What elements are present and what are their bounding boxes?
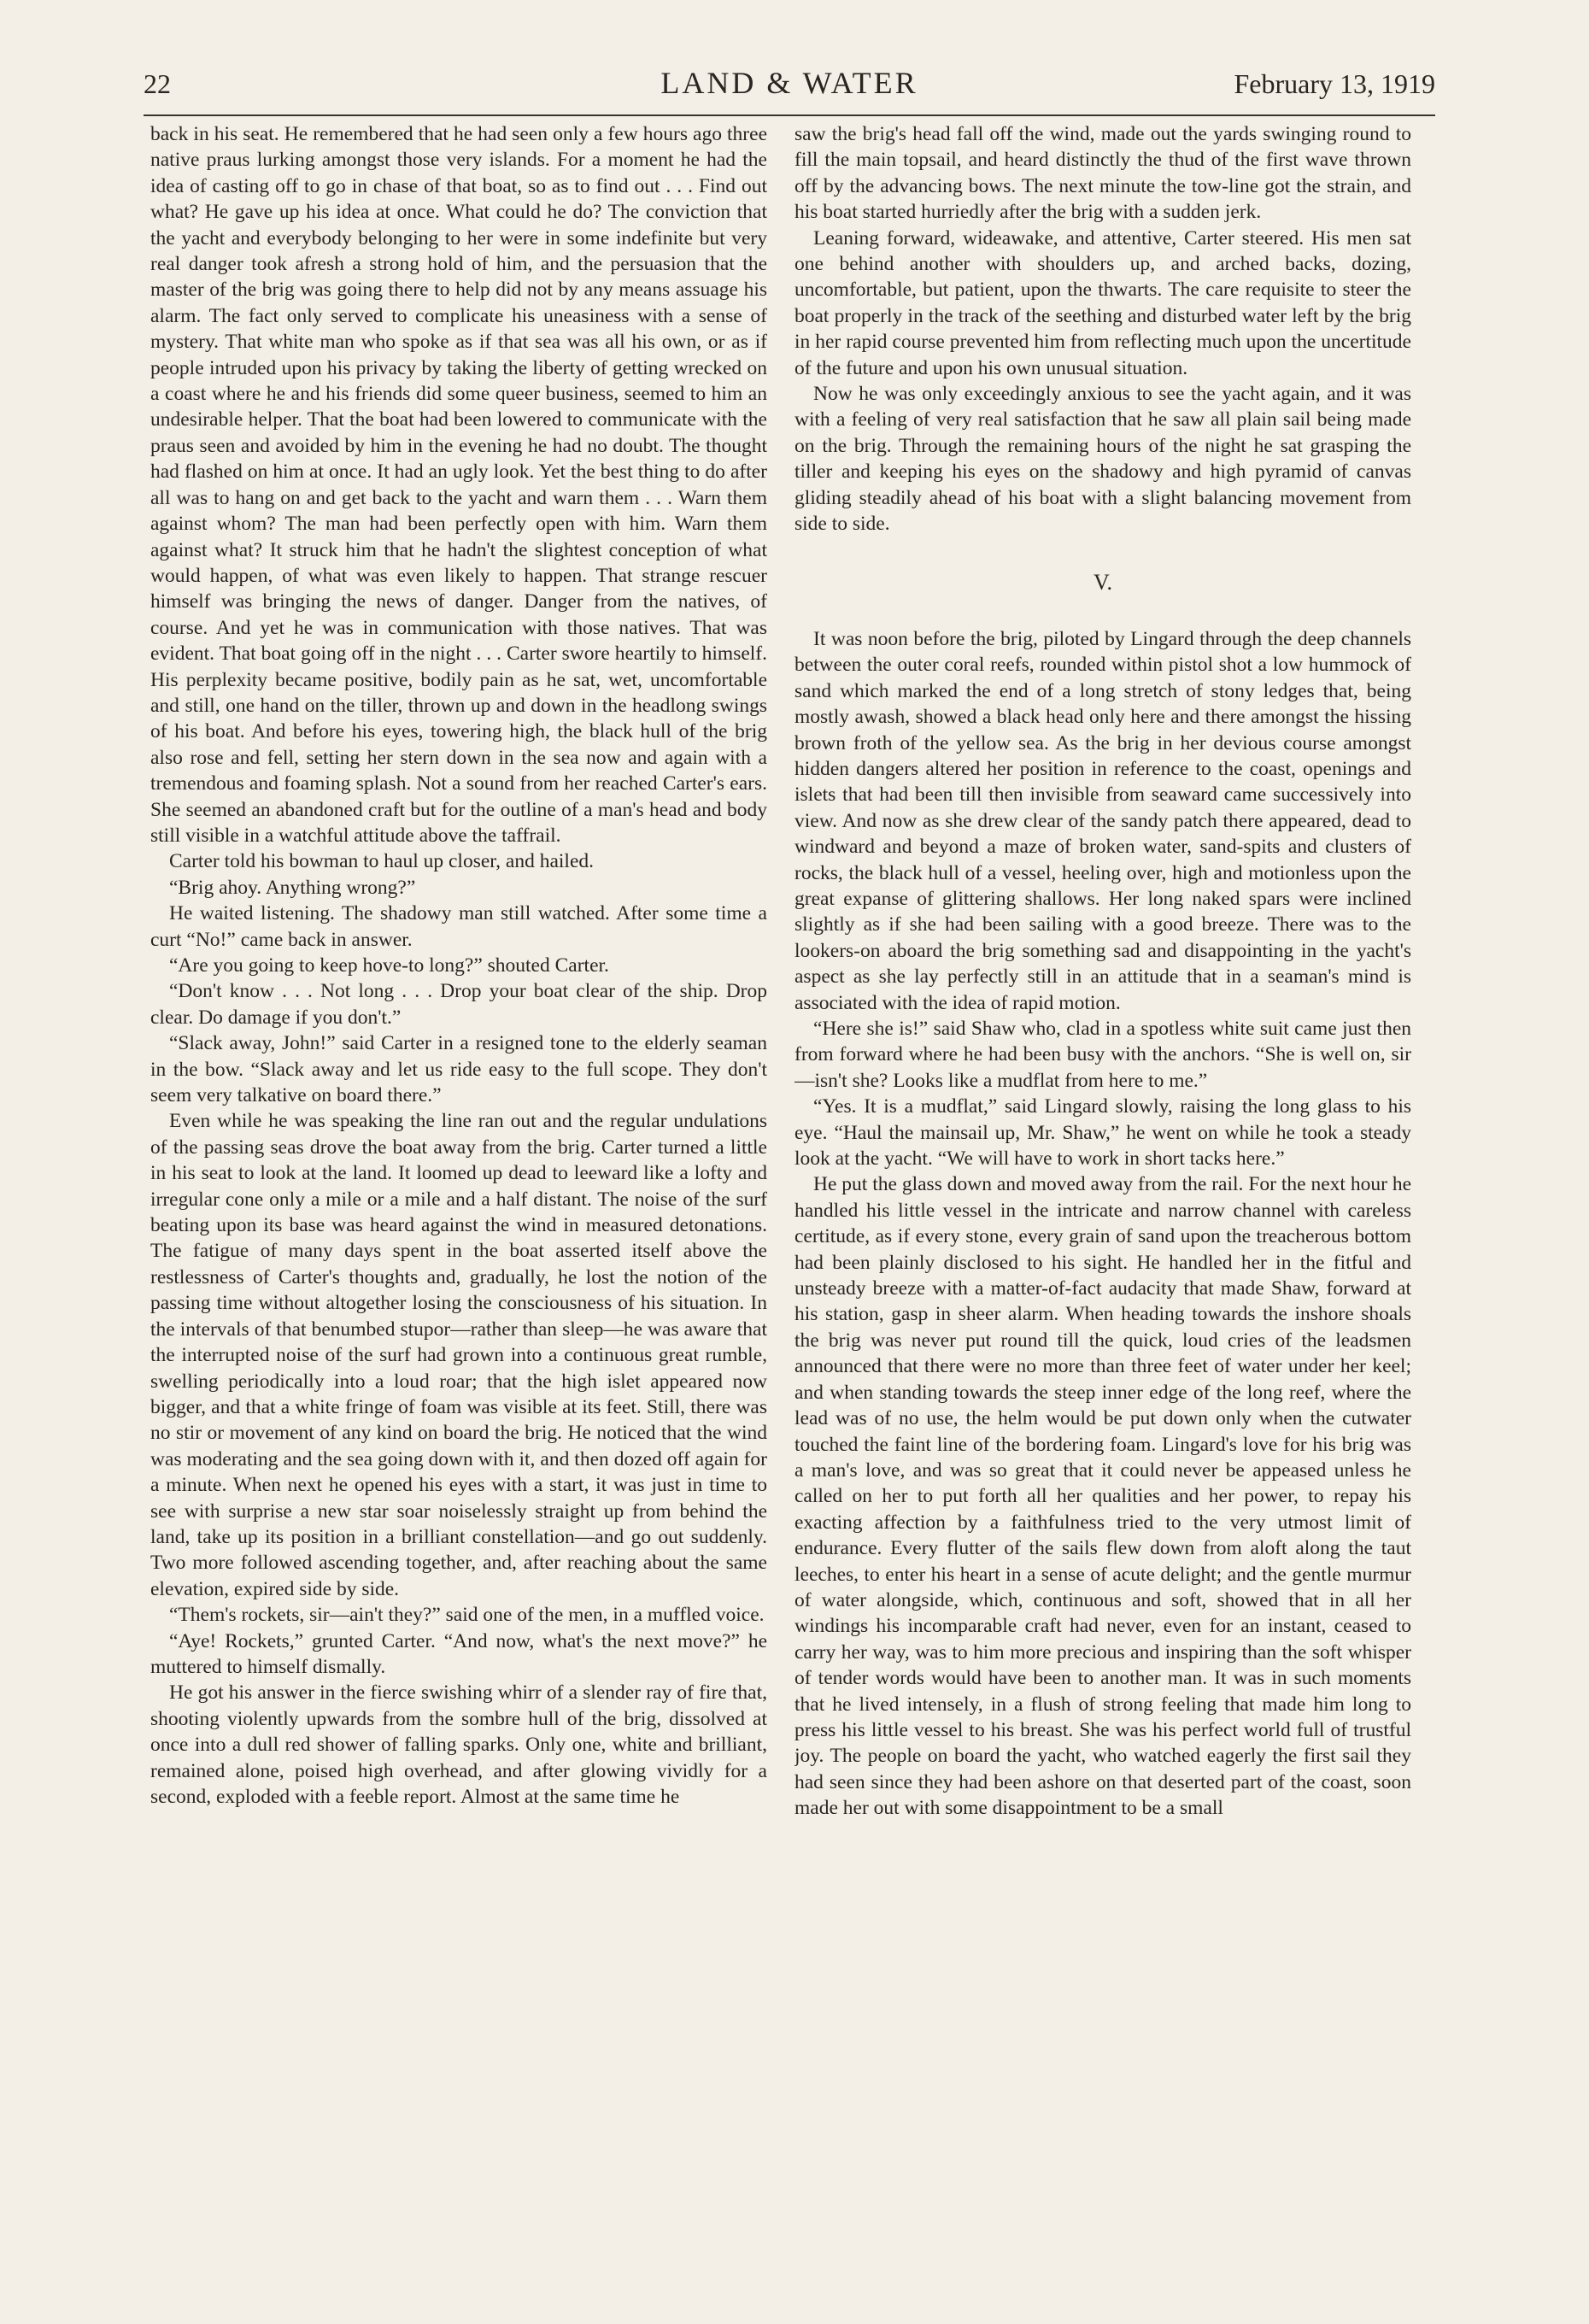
paragraph: “Yes. It is a mudflat,” said Lingard slowly, raising the long glass to his eye. “Haul the mainsail up, Mr. Shaw,” he went on while he took a steady look at the yacht. “We will have to work in short tacks here.” — [794, 1095, 1411, 1171]
paragraph: saw the brig's head fall off the wind, made out the yards swinging round to fill the main topsail, and heard distinctly the thud of the first wave thrown off by the advancing bows. The next minute the tow-line got the strain, and his boat started hurriedly after the brig with a sudden jerk. — [794, 123, 1411, 224]
paragraph: Now he was only exceedingly anxious to see the yacht again, and it was with a feeling of very real satisfaction that he saw all plain sail being made on the brig. Through the remaining hours of the night he sat grasping the tiller and keeping his eyes on the shadowy and high pyramid of canvas gliding steadily ahead of his boat with a slight balancing movement from side to side. — [794, 383, 1411, 536]
paragraph: “Here she is!” said Shaw who, clad in a spotless white suit came just then from forward where he had been busy with the anchors. “She is well on, sir—isn't she? Looks like a mudflat from here to me.” — [794, 1018, 1411, 1092]
paragraph: “Are you going to keep hove-to long?” shouted Carter. — [169, 954, 609, 977]
paragraph: Leaning forward, wideawake, and attentive, Carter steered. His men sat one behind another with shoulders up, and arched backs, dozing, uncomfortable, but patient, upon the thwarts. The care requisite to steer the boat properly in the track of the seething and disturbed water left by the brig in her rapid course prevented him from reflecting much upon the uncertitude of the future and upon his own unusual situation. — [794, 226, 1411, 379]
left-column — [150, 121, 767, 2281]
right-column — [794, 121, 1411, 2281]
paragraph: “Don't know . . . Not long . . . Drop your boat clear of the ship. Drop clear. Do damage if you don't.” — [150, 980, 767, 1029]
section-heading: V. — [1094, 569, 1112, 595]
paragraph: Carter told his bowman to haul up closer, and hailed. — [169, 850, 595, 873]
running-header — [144, 62, 1435, 113]
paragraph: He waited listening. The shadowy man still watched. After some time a curt “No!” came back in answer. — [150, 902, 767, 951]
paragraph: “Brig ahoy. Anything wrong?” — [169, 876, 416, 899]
paragraph: He put the glass down and moved away from the rail. For the next hour he handled his little vessel in the intricate and narrow channel with careless certitude, as if every stone, every grain of sand upon the treacherous bottom had been plainly disclosed to his sight. He handled her in the fitful and unsteady breeze with a matter-of-fact audacity that made Shaw, forward at his station, gasp in sheer alarm. When heading towards the inshore shoals the brig was never put round till the quick, loud cries of the leadsmen announced that there were no more than three feet of water under her keel; and when standing towards the steep inner edge of the long reef, where the lead was of no use, the helm would be put down only when the cutwater touched the faint line of the bordering foam. Lingard's love for his brig was a man's love, and was so great that it could never be appeased unless he called on her to put forth all her qualities and her power, to repay his exacting affection by a faithfulness tried to the very utmost limit of endurance. Every flutter of the sails flew down from aloft along the taut leeches, to enter his heart in a sense of acute delight; and the gentle murmur of water alongside, which, continuous and soft, showed that in all her windings his incomparable craft had never, even for an instant, ceased to carry her way, was to him more precious and inspiring than the soft whisper of tender words would have been to another man. It was in such moments that he lived intensely, in a flush of strong feeling that made him long to press his little vessel to his breast. She was his perfect world full of trustful joy. The people on board the yacht, who watched eagerly the first sail they had seen since they had been ashore on that deserted part of the coast, soon made her out with some disappointment to be a small — [794, 1173, 1411, 1820]
paragraph: “Slack away, John!” said Carter in a resigned tone to the elderly seaman in the bow. “Slack away and let us ride easy to the full scope. They don't seem very talkative on board there.” — [150, 1032, 767, 1107]
header-rule — [144, 114, 1435, 116]
publication-title: LAND & WATER — [660, 66, 918, 100]
paragraph: He got his answer in the fierce swishing whirr of a slender ray of fire that, shooting violently upwards from the sombre hull of the brig, dissolved at once into a dull red shower of falling sparks. Only one, white and brilliant, remained alone, poised high overhead, and after glowing vividly for a second, exploded with a feeble report. Almost at the same time he — [150, 1681, 767, 1808]
page-number: 22 — [144, 68, 171, 99]
paragraph: “Aye! Rockets,” grunted Carter. “And now, what's the next move?” he muttered to himself dismally. — [150, 1629, 767, 1678]
issue-date: February 13, 1919 — [1234, 68, 1435, 99]
paragraph: It was noon before the brig, piloted by Lingard through the deep channels between the outer coral reefs, rounded within pistol shot a low hummock of sand which marked the end of a long stretch of stony ledges that, being mostly awash, showed a black head only here and there amongst the hissing brown froth of the yellow sea. As the brig in her devious course amongst hidden dangers altered her position in reference to the coast, openings and islets that had been till then invisible from seaward came successively into view. And now as she drew clear of the sandy patch there appeared, dead to windward and beyond a maze of broken water, sand-spits and clusters of rocks, the black hull of a vessel, heeling over, high and motionless upon the great expanse of glittering shallows. Her long naked spars were inclined slightly as if she had been sailing with a good breeze. There was to the lookers-on aboard the brig something sad and disappointing in the yacht's aspect as she lay perfectly still in an attitude that in a seaman's mind is associated with the idea of rapid motion. — [794, 627, 1411, 1014]
paragraph: Even while he was speaking the line ran out and the regular undulations of the passing seas drove the boat away from the brig. Carter turned a little in his seat to look at the land. It loomed up dead to leeward like a lofty and irregular cone only a mile or a mile and a half distant. The noise of the surf beating upon its base was heard against the wind in measured detonations. The fatigue of many days spent in the boat asserted itself above the restlessness of Carter's thoughts and, gradually, he lost the notion of the passing time without altogether losing the consciousness of his situation. In the intervals of that benumbed stupor—rather than sleep—he was aware that the interrupted noise of the surf had grown into a continuous great rumble, swelling periodically into a loud roar; that the high islet appeared now bigger, and that a white fringe of foam was visible at its feet. Still, there was no stir or movement of any kind on board the brig. He noticed that the wind was moderating and the sea going down with it, and then dozed off again for a minute. When next he opened his eyes with a start, it was just in time to see with surprise a new star soar noiselessly straight up from behind the land, take up its position in a brilliant constellation—and go out suddenly. Two more followed ascending together, and, after reaching about the same elevation, expired side by side. — [150, 1110, 767, 1600]
paragraph: back in his seat. He remembered that he had seen only a few hours ago three native praus lurking amongst those very islands. For a moment he had the idea of casting off to go in chase of that boat, so as to find out . . . Find out what? He gave up his idea at once. What could he do? The conviction that the yacht and everybody belonging to her were in some indefinite but very real danger took afresh a strong hold of him, and the persuasion that the master of the brig was going there to help did not by any means assuage his alarm. The fact only served to complicate his uneasiness with a sense of mystery. That white man who spoke as if that sea was all his own, or as if people intruded upon his privacy by taking the liberty of getting wrecked on a coast where he and his friends did some queer business, seemed to him an undesirable helper. That the boat had been lowered to communicate with the praus seen and avoided by him in the evening he had no doubt. The thought had flashed on him at once. It had an ugly look. Yet the best thing to do after all was to hang on and get back to the yacht and warn them . . . Warn them against whom? The man had been perfectly open with him. Warn them against what? It struck him that he hadn't the slightest conception of what would happen, of what was even likely to happen. That strange rescuer himself was bringing the news of danger. Danger from the natives, of course. And yet he was in communication with those natives. That was evident. That boat going off in the night . . . Carter swore heartily to himself. His perplexity became positive, bodily pain as he sat, wet, uncomfortable and still, one hand on the tiller, thrown up and down in the headlong swings of his boat. And before his eyes, towering high, the black hull of the brig also rose and fell, setting her stern down in the sea now and again with a tremendous and foaming splash. Not a sound from her reached Carter's ears. She seemed an abandoned craft but for the outline of a man's head and body still visible in a watchful attitude above the taffrail. — [150, 123, 767, 847]
paragraph: “Them's rockets, sir—ain't they?” said one of the men, in a muffled voice. — [169, 1604, 765, 1627]
